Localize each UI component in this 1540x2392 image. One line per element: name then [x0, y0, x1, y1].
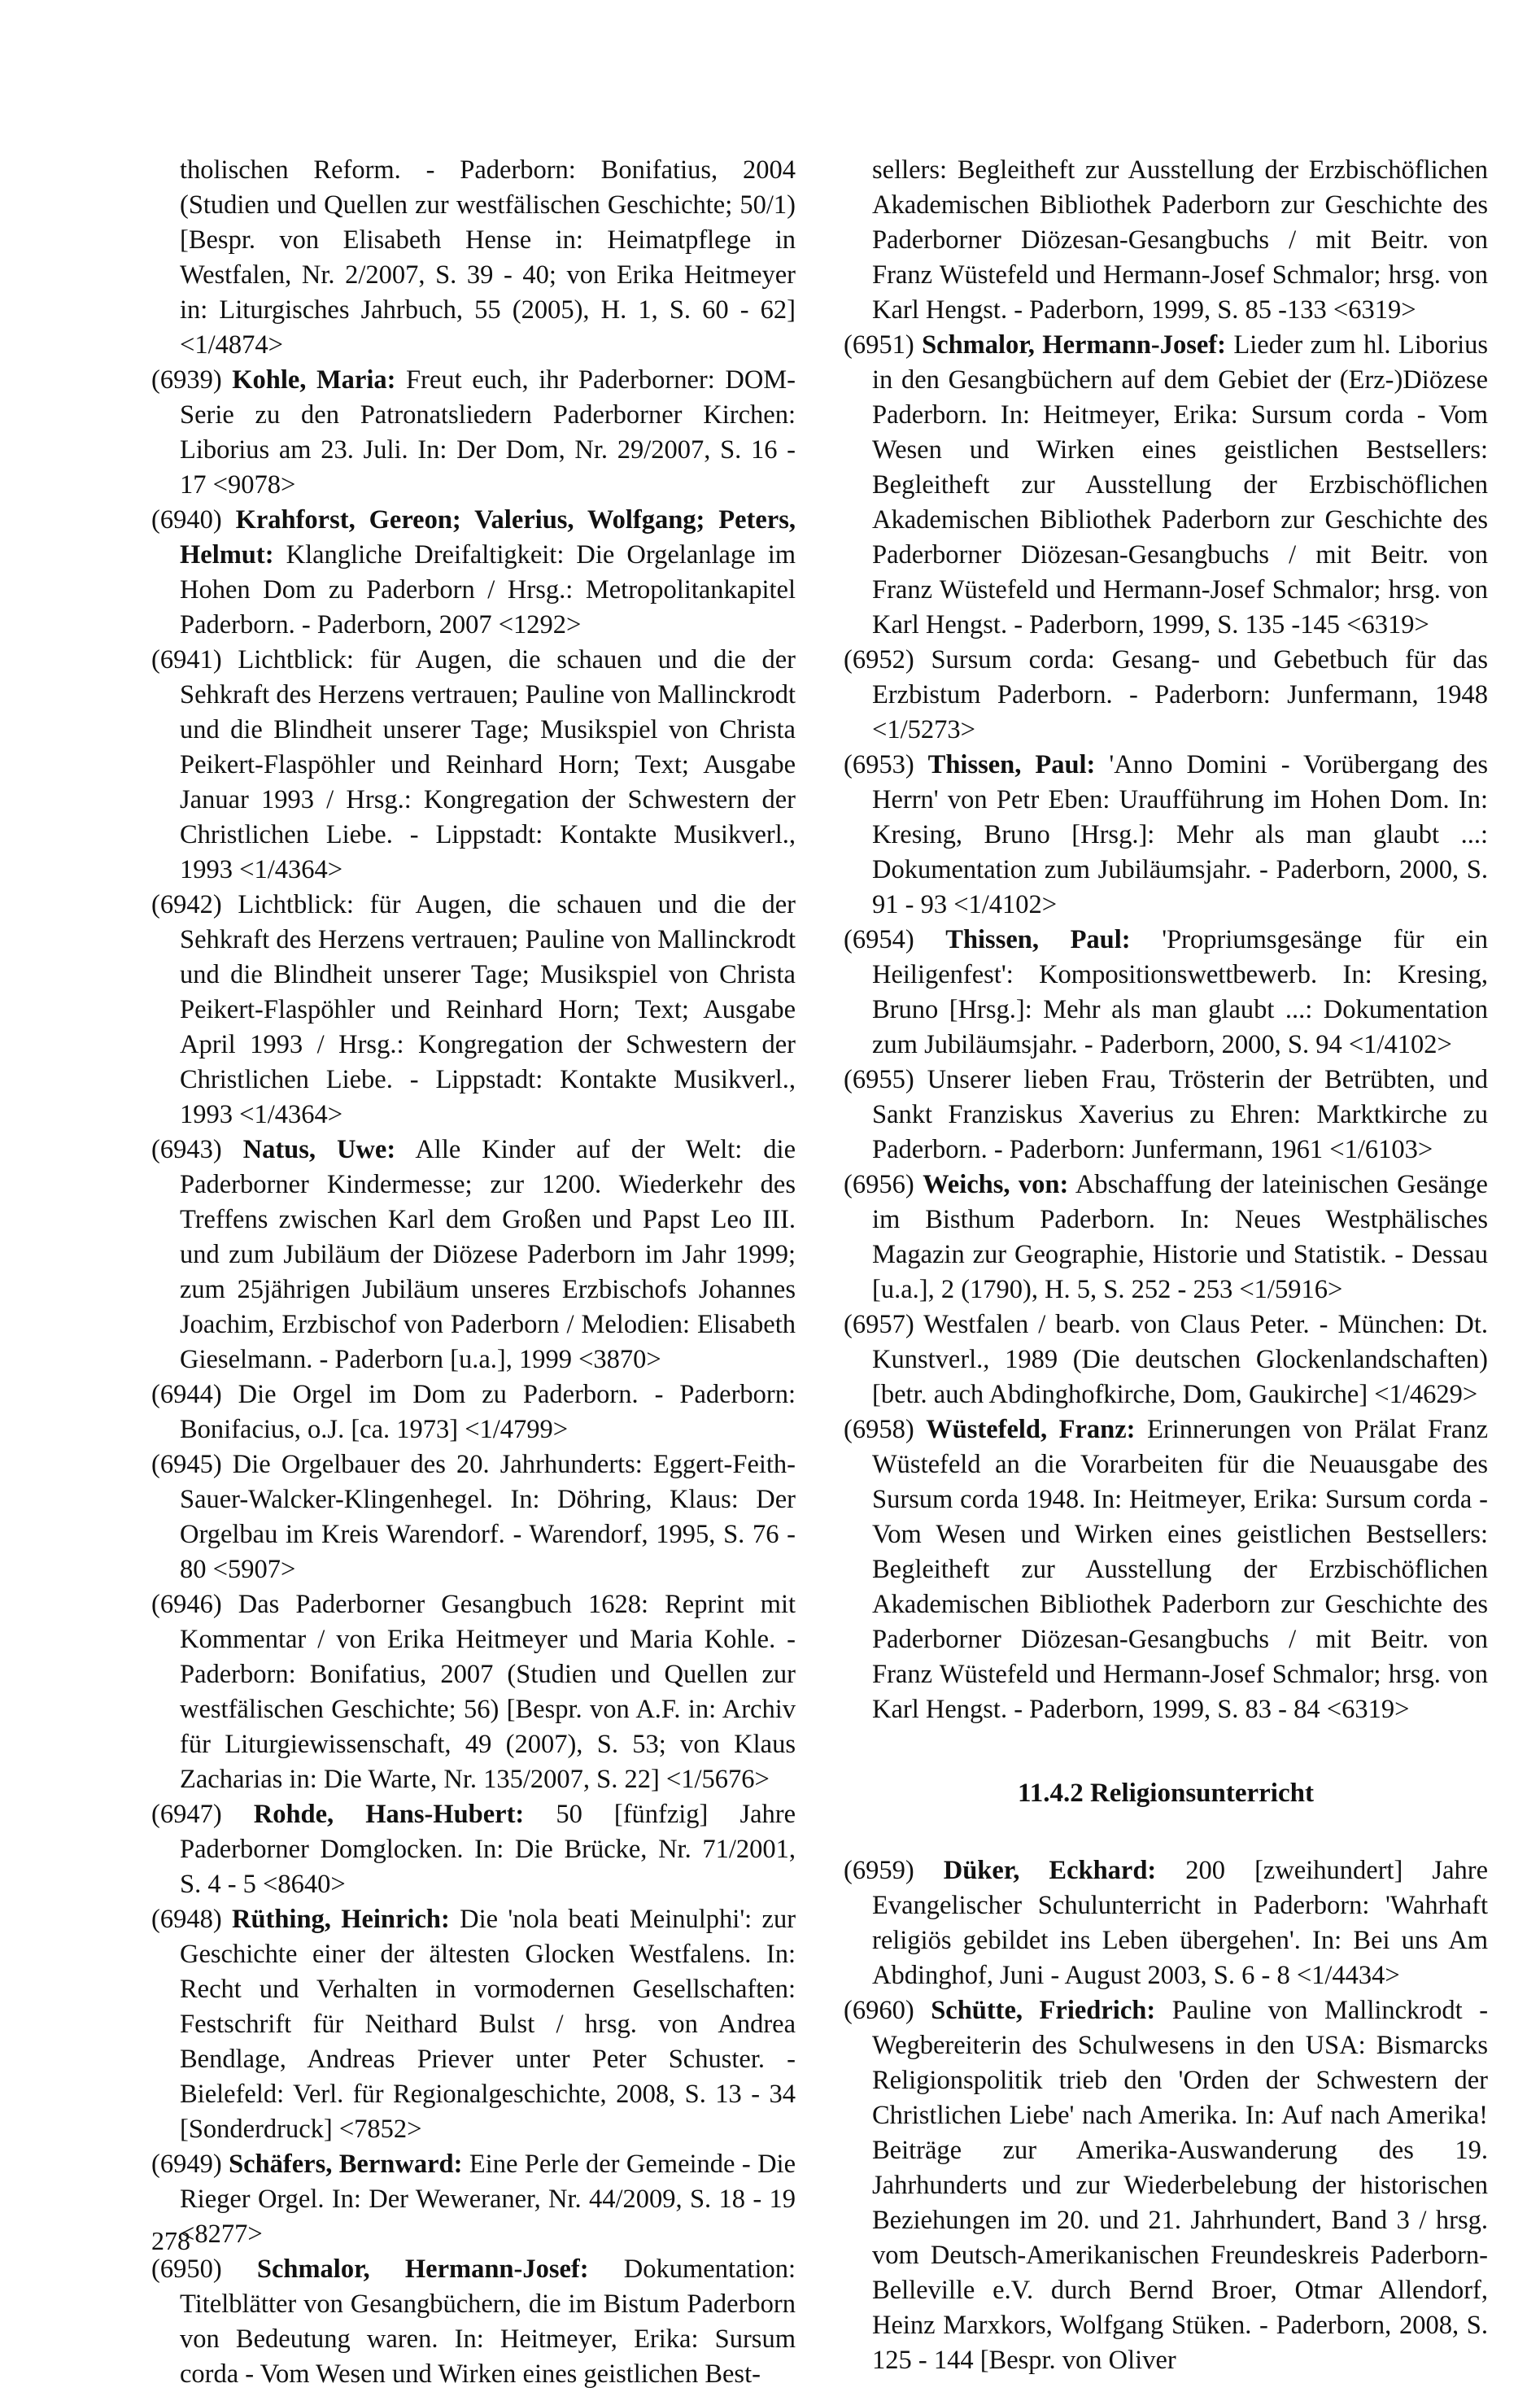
entry-text: Die Orgel im Dom zu Paderborn. - Paderborn: Bonifacius, o.J. [ca. 1973] <1/4799> — [180, 1380, 796, 1444]
bibliography-entry-6947 — [151, 1797, 796, 1902]
entry-text: 'Anno Domini - Vorübergang des Herrn' von Petr Eben: Uraufführung im Hohen Dom. In: Kresing, Bruno [Hrsg.]: Mehr als man glaubt ...: Dokumentation zum Jubiläumsjahr. - Paderborn, 2000, S. 91 - 93 <1/4102> — [872, 750, 1489, 919]
bibliography-entry-6945 — [151, 1447, 796, 1587]
entry-number: (6957) — [844, 1310, 914, 1339]
entry-number: (6944) — [151, 1380, 222, 1409]
entry-author: Krahforst, Gereon; Valerius, Wolfgang; Peters, Helmut: — [180, 505, 796, 570]
bibliography-entry-6941 — [151, 643, 796, 888]
entry-number: (6939) — [151, 365, 222, 395]
section-heading: 11.4.2 Religionsunterricht — [1018, 1779, 1314, 1808]
entry-text: Freut euch, ihr Paderborner: DOM-Serie zu den Patronatsliedern Paderborner Kirchen: Liborius am 23. Juli. In: Der Dom, Nr. 29/2007, S. 16 - 17 <9078> — [180, 365, 796, 500]
bibliography-entry-6955 — [844, 1063, 1488, 1168]
bibliography-entry-6944 — [151, 1377, 796, 1447]
entry-author: Rüthing, Heinrich: — [231, 1905, 450, 1934]
entry-author: Thissen, Paul: — [945, 925, 1131, 954]
left-column — [151, 153, 796, 2392]
bibliography-entry-6954 — [844, 923, 1488, 1063]
bibliography-entry-6959 — [844, 1853, 1488, 1993]
bibliography-entry-6957 — [844, 1307, 1488, 1412]
entry-number: (6954) — [844, 925, 914, 954]
entry-text: Lichtblick: für Augen, die schauen und die der Sehkraft des Herzens vertrauen; Pauline von Mallinckrodt und die Blindheit unserer Tage; Musikspiel von Christa Peikert-Flaspöhler und Reinhard Horn; Text; Ausgabe April 1993 / Hrsg.: Kongregation der Schwestern der Christlichen Liebe. - Lippstadt: Kontakte Musikverl., 1993 <1/4364> — [180, 890, 796, 1129]
bibliography-entry-6946 — [151, 1587, 796, 1797]
entry-text: Lichtblick: für Augen, die schauen und die der Sehkraft des Herzens vertrauen; Pauline von Mallinckrodt und die Blindheit unserer Tage; Musikspiel von Christa Peikert-Flaspöhler und Reinhard Horn; Text; Ausgabe Januar 1993 / Hrsg.: Kongregation der Schwestern der Christlichen Liebe. - Lippstadt: Kontakte Musikverl., 1993 <1/4364> — [180, 645, 796, 884]
entry-author: Wüstefeld, Franz: — [926, 1415, 1136, 1444]
entry-author: Schmalor, Hermann-Josef: — [922, 330, 1226, 360]
bibliography-entry-6958 — [844, 1412, 1488, 1727]
entry-text: Unserer lieben Frau, Trösterin der Betrübten, und Sankt Franziskus Xaverius zu Ehren: Marktkirche zu Paderborn. - Paderborn: Junfermann, 1961 <1/6103> — [872, 1065, 1488, 1164]
entry-text: Die 'nola beati Meinulphi': zur Geschichte einer der ältesten Glocken Westfalens. In: Recht und Verhalten in vormodernen Gesellschaften: Festschrift für Neithard Bulst / hrsg. von Andrea Bendlage, Andreas Priever unter Peter Schuster. - Bielefeld: Verl. für Regionalgeschichte, 2008, S. 13 - 34 [Sonderdruck] <7852> — [180, 1905, 796, 2144]
entry-number: (6953) — [844, 750, 914, 779]
bibliography-entry-6950 — [151, 2252, 796, 2392]
bibliography-entry-6948 — [151, 1902, 796, 2147]
entry-number: (6956) — [844, 1170, 914, 1199]
entry-author: Schütte, Friedrich: — [931, 1996, 1156, 2025]
bibliography-entry-6939 — [151, 363, 796, 503]
entry-author: Schmalor, Hermann-Josef: — [256, 2255, 589, 2284]
entry-number: (6943) — [151, 1135, 222, 1164]
entry-text: Pauline von Mallinckrodt - Wegbereiterin des Schulwesens in den USA: Bismarcks Religionspolitik trieb den 'Orden der Schwestern der Christlichen Liebe' nach Amerika. In: Auf nach Amerika! Beiträge zur Amerika-Auswanderung des 19. Jahrhunderts und zur Wiederbelebung der historischen Beziehungen im 20. und 21. Jahrhundert, Band 3 / hrsg. vom Deutsch-Amerikanischen Freundeskreis Paderborn-Belleville e.V. durch Bernd Broer, Otmar Allendorf, Heinz Marxkors, Wolfgang Stüken. - Paderborn, 2008, S. 125 - 144 [Bespr. von Oliver — [872, 1996, 1489, 2375]
left-continuation-text: tholischen Reform. - Paderborn: Bonifatius, 2004 (Studien und Quellen zur westfälischen Geschichte; 50/1) [Bespr. von Elisabeth Hense in: Heimatpflege in Westfalen, Nr. 2/2007, S. 39 - 40; von Erika Heitmeyer in: Liturgisches Jahrbuch, 55 (2005), H. 1, S. 60 - 62] <1/4874> — [180, 155, 796, 360]
entry-author: Schäfers, Bernward: — [229, 2150, 463, 2179]
entry-author: Rohde, Hans-Hubert: — [253, 1800, 525, 1829]
bibliography-entry-6949 — [151, 2147, 796, 2252]
right-column — [844, 153, 1488, 2378]
bibliography-entry-6943 — [151, 1133, 796, 1377]
entry-text: Alle Kinder auf der Welt: die Paderborner Kindermesse; zur 1200. Wiederkehr des Treffens zwischen Karl dem Großen und Papst Leo III. und zum Jubiläum der Diözese Paderborn im Jahr 1999; zum 25jährigen Jubiläum unseres Erzbischofs Johannes Joachim, Erzbischof von Paderborn / Melodien: Elisabeth Gieselmann. - Paderborn [u.a.], 1999 <3870> — [180, 1135, 796, 1374]
entry-text: Abschaffung der lateinischen Gesänge im Bisthum Paderborn. In: Neues Westphälisches Magazin zur Geographie, Historie und Statistik. - Dessau [u.a.], 2 (1790), H. 5, S. 252 - 253 <1/5916> — [872, 1170, 1488, 1304]
entry-number: (6950) — [151, 2255, 222, 2284]
entry-text: Dokumentation: Titelblätter von Gesangbüchern, die im Bistum Paderborn von Bedeutung waren. In: Heitmeyer, Erika: Sursum corda - Vom Wesen und Wirken eines geistlichen Best- — [180, 2255, 796, 2389]
entry-number: (6955) — [844, 1065, 914, 1094]
entry-number: (6960) — [844, 1996, 914, 2025]
entry-author: Kohle, Maria: — [232, 365, 396, 395]
entry-text: Das Paderborner Gesangbuch 1628: Reprint mit Kommentar / von Erika Heitmeyer und Maria Kohle. - Paderborn: Bonifatius, 2007 (Studien und Quellen zur westfälischen Geschichte; 56) [Bespr. von A.F. in: Archiv für Liturgiewissenschaft, 49 (2007), S. 53; von Klaus Zacharias in: Die Warte, Nr. 135/2007, S. 22] <1/5676> — [180, 1590, 796, 1794]
entry-number: (6941) — [151, 645, 222, 674]
bibliography-entry-6940 — [151, 503, 796, 643]
entry-text: 'Propriumsgesänge für ein Heiligenfest': Kompositionswettbewerb. In: Kresing, Bruno [Hrsg.]: Mehr als man glaubt ...: Dokumentation zum Jubiläumsjahr. - Paderborn, 2000, S. 94 <1/4102> — [872, 925, 1488, 1059]
entry-author: Weichs, von: — [923, 1170, 1069, 1199]
bibliography-entry-6952 — [844, 643, 1488, 748]
entry-text: Westfalen / bearb. von Claus Peter. - München: Dt. Kunstverl., 1989 (Die deutschen Glockenlandschaften) [betr. auch Abdinghofkirche, Dom, Gaukirche] <1/4629> — [872, 1310, 1488, 1409]
entry-text: Sursum corda: Gesang- und Gebetbuch für das Erzbistum Paderborn. - Paderborn: Junfermann, 1948 <1/5273> — [872, 645, 1489, 744]
entry-author: Düker, Eckhard: — [943, 1856, 1157, 1885]
bibliography-entry-6953 — [844, 748, 1488, 923]
entry-number: (6945) — [151, 1450, 222, 1479]
entry-text: Eine Perle der Gemeinde - Die Rieger Orgel. In: Der Weweraner, Nr. 44/2009, S. 18 - 19 <8277> — [180, 2150, 796, 2249]
entry-number: (6958) — [844, 1415, 914, 1444]
entry-number: (6942) — [151, 890, 222, 919]
entry-number: (6947) — [151, 1800, 222, 1829]
entry-text: Die Orgelbauer des 20. Jahrhunderts: Eggert-Feith-Sauer-Walcker-Klingenhegel. In: Döhring, Klaus: Der Orgelbau im Kreis Warendorf. - Warendorf, 1995, S. 76 - 80 <5907> — [180, 1450, 796, 1584]
bibliography-entry-6951 — [844, 328, 1488, 643]
entry-text: 200 [zweihundert] Jahre Evangelischer Schulunterricht in Paderborn: 'Wahrhaft religiös gebildet ins Leben übergehen'. In: Bei uns Am Abdinghof, Juni - August 2003, S. 6 - 8 <1/4434> — [872, 1856, 1488, 1990]
entry-number: (6959) — [844, 1856, 914, 1885]
right-continuation-text: sellers: Begleitheft zur Ausstellung der Erzbischöflichen Akademischen Bibliothek Paderborn zur Geschichte des Paderborner Diözesan-Gesangbuchs / mit Beitr. von Franz Wüstefeld und Hermann-Josef Schmalor; hrsg. von Karl Hengst. - Paderborn, 1999, S. 85 -133 <6319> — [872, 155, 1488, 325]
entry-number: (6952) — [844, 645, 914, 674]
entry-text: Erinnerungen von Prälat Franz Wüstefeld an die Vorarbeiten für die Neuausgabe des Sursum corda 1948. In: Heitmeyer, Erika: Sursum corda - Vom Wesen und Wirken eines geistlichen Bestsellers: Begleitheft zur Ausstellung der Erzbischöflichen Akademischen Bibliothek Paderborn zur Geschichte des Paderborner Diözesan-Gesangbuchs / mit Beitr. von Franz Wüstefeld und Hermann-Josef Schmalor; hrsg. von Karl Hengst. - Paderborn, 1999, S. 83 - 84 <6319> — [872, 1415, 1488, 1724]
entry-text: Lieder zum hl. Liborius in den Gesangbüchern auf dem Gebiet der (Erz-)Diözese Paderborn. In: Heitmeyer, Erika: Sursum corda - Vom Wesen und Wirken eines geistlichen Bestsellers: Begleitheft zur Ausstellung der Erzbischöflichen Akademischen Bibliothek Paderborn zur Geschichte des Paderborner Diözesan-Gesangbuchs / mit Beitr. von Franz Wüstefeld und Hermann-Josef Schmalor; hrsg. von Karl Hengst. - Paderborn, 1999, S. 135 -145 <6319> — [872, 330, 1489, 639]
entry-author: Thissen, Paul: — [927, 750, 1096, 779]
page-number: 278 — [151, 2226, 190, 2255]
entry-number: (6949) — [151, 2150, 222, 2179]
entry-number: (6951) — [844, 330, 914, 360]
bibliography-entry-6960 — [844, 1993, 1488, 2378]
entry-number: (6940) — [151, 505, 222, 535]
entry-text: Klangliche Dreifaltigkeit: Die Orgelanlage im Hohen Dom zu Paderborn / Hrsg.: Metropolitankapitel Paderborn. - Paderborn, 2007 <1292> — [180, 540, 796, 639]
entry-number: (6946) — [151, 1590, 222, 1619]
bibliography-entry-6942 — [151, 888, 796, 1133]
entry-author: Natus, Uwe: — [242, 1135, 396, 1164]
entry-number: (6948) — [151, 1905, 222, 1934]
entry-text: 50 [fünfzig] Jahre Paderborner Domglocken. In: Die Brücke, Nr. 71/2001, S. 4 - 5 <8640> — [180, 1800, 796, 1899]
bibliography-entry-6956 — [844, 1168, 1488, 1307]
